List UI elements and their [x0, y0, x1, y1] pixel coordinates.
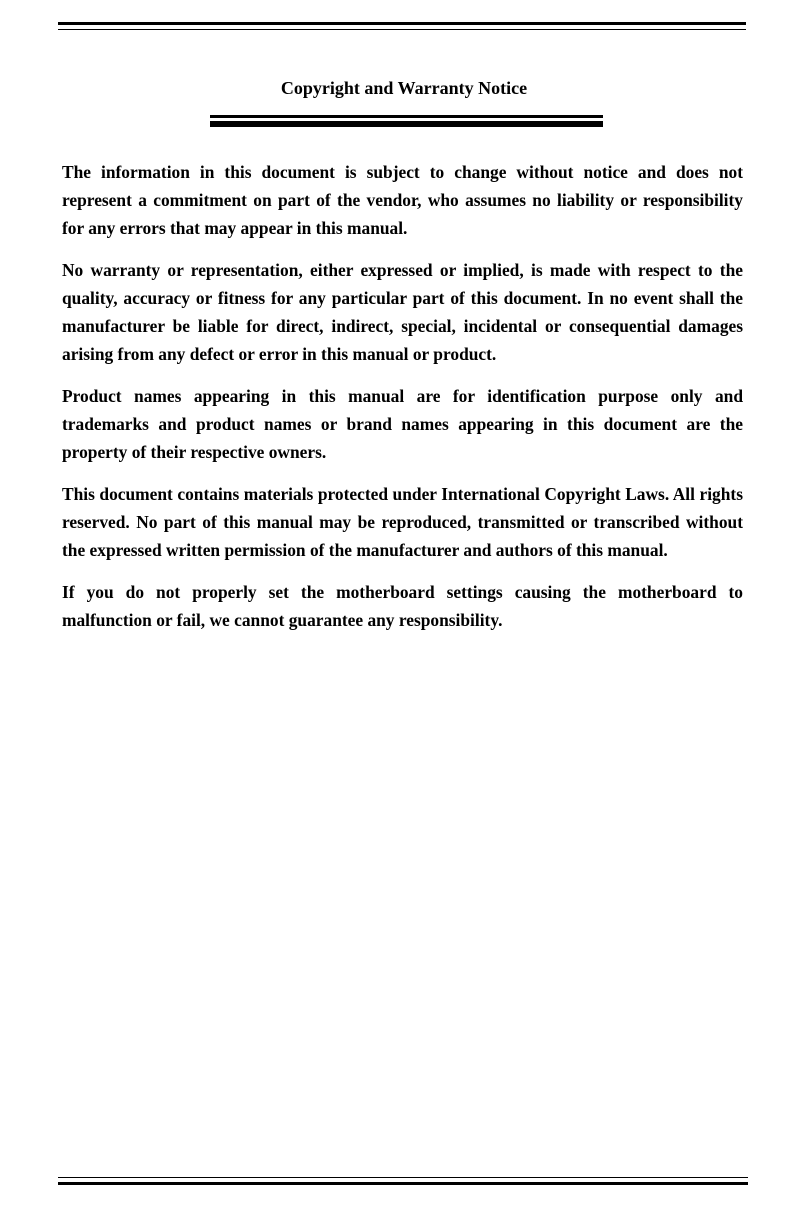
title-underline-rule: [210, 115, 603, 127]
paragraph-information: The information in this document is subject to change without notice and does not represent a commitment on part of the vendor, who assumes no liability or responsibility for any errors that may appear in this manual.: [62, 162, 743, 238]
page-title: Copyright and Warranty Notice: [280, 78, 528, 98]
header-rule: [58, 22, 746, 30]
notice-body: [62, 158, 743, 648]
footer-rule: [58, 1177, 748, 1185]
paragraph-trademarks: Product names appearing in this manual are for identification purpose only and trademarks and product names or brand names appearing in this document are the property of their respective owners.: [62, 386, 743, 462]
paragraph-warranty: No warranty or representation, either expressed or implied, is made with respect to the quality, accuracy or fitness for any particular part of this document. In no event shall the manufacturer be liable for direct, indirect, special, incidental or consequential damages arising from any defect or error in this manual or product.: [62, 260, 743, 364]
paragraph-responsibility: If you do not properly set the motherboard settings causing the motherboard to malfunction or fail, we cannot guarantee any responsibility.: [62, 582, 743, 630]
paragraph-copyright: This document contains materials protected under International Copyright Laws. All rights reserved. No part of this manual may be reproduced, transmitted or transcribed without the expressed written permission of the manufacturer and authors of this manual.: [62, 484, 743, 560]
